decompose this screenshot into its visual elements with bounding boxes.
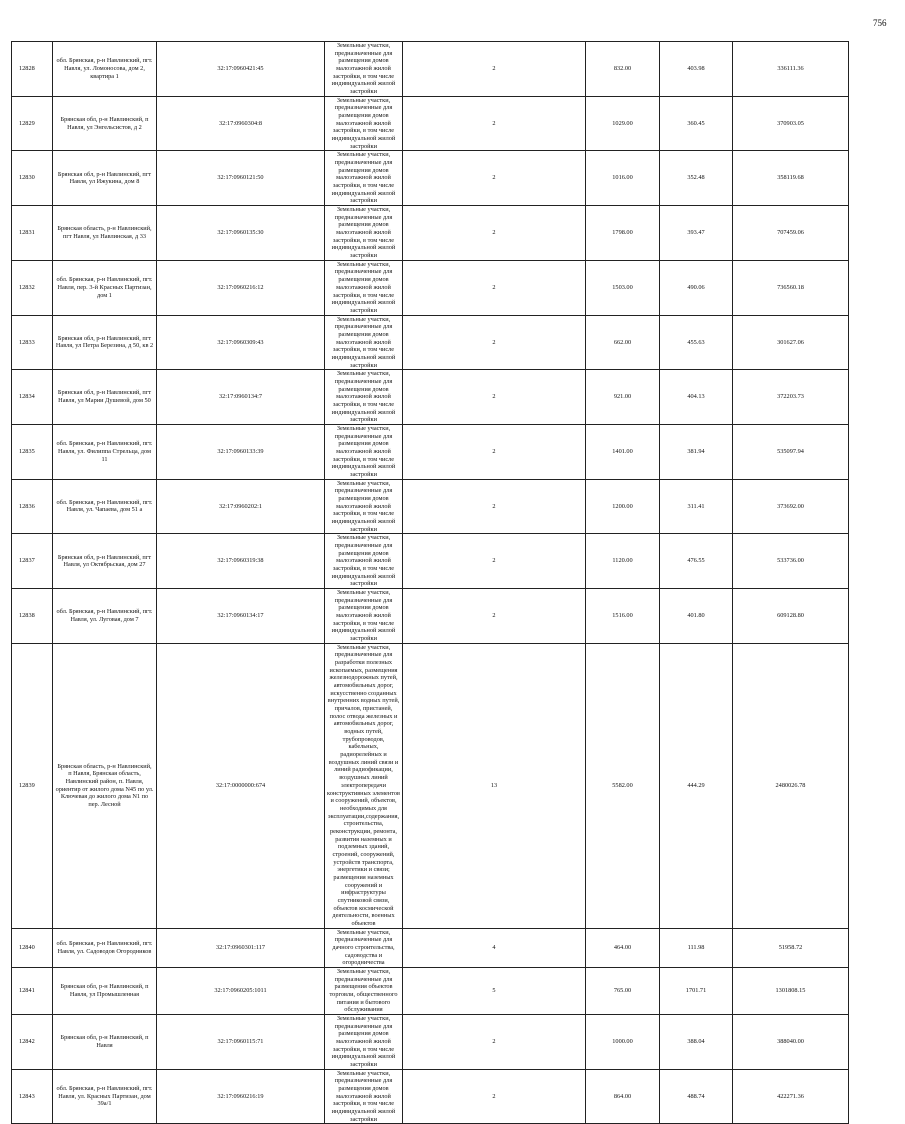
table-row	[12, 96, 849, 151]
table-row	[12, 967, 849, 1014]
land-use-cell: Земельные участки, предназначенные для размещения домов малоэтажной жилой застройки, в том числе индивидуальной жилой застройки	[325, 1014, 403, 1069]
specific-value-cell: 444.29	[660, 643, 733, 928]
group-number-cell: 2	[403, 96, 586, 151]
land-use-cell: Земельные участки, предназначенные для размещения домов малоэтажной жилой застройки, в том числе индивидуальной жилой застройки	[325, 42, 403, 97]
land-use-cell: Земельные участки, предназначенные для размещения домов малоэтажной жилой застройки, в том числе индивидуальной жилой застройки	[325, 534, 403, 589]
cadastral-number-cell: 32:17:0960216:12	[157, 260, 325, 315]
specific-value-cell: 455.63	[660, 315, 733, 370]
table-row	[12, 315, 849, 370]
cadastral-value-cell: 736560.18	[733, 260, 849, 315]
address-cell: Брянская обл, р-н Навлинский, пгт Навля, ул Петра Березина, д 50, кв 2	[53, 315, 157, 370]
group-number-cell: 4	[403, 928, 586, 967]
row-number: 12841	[12, 967, 53, 1014]
specific-value-cell: 381.94	[660, 424, 733, 479]
row-number: 12837	[12, 534, 53, 589]
land-use-cell: Земельные участки, предназначенные для размещения домов малоэтажной жилой застройки, в том числе индивидуальной жилой застройки	[325, 370, 403, 425]
land-use-cell: Земельные участки, предназначенные для разработки полезных ископаемых, размещения железнодорожных путей, автомобильных дорог, искусственно созданных внутренних водных путей, причалов, пристаней, полос отвода железных и автомобильных дорог, водных путей, трубопроводов, кабельных, радиорелейных и воздушных линий связи и линий радиофикации, воздушных линий электропередачи конструктивных элементов и сооружений, объектов, необходимых для эксплуатации,содержания, строительства, реконструкции, ремонта, развития наземных и подземных зданий, строений, сооружений, устройств транспорта, энергетики и связи; размещения наземных сооружений и инфраструктуры спутниковой связи, объектов космической деятельности, военных объектов	[325, 643, 403, 928]
address-cell: Брянская обл, р-н Навлинский, п Навля, ул Промышленная	[53, 967, 157, 1014]
land-use-cell: Земельные участки, предназначенные для размещения домов малоэтажной жилой застройки, в том числе индивидуальной жилой застройки	[325, 96, 403, 151]
specific-value-cell: 404.13	[660, 370, 733, 425]
specific-value-cell: 360.45	[660, 96, 733, 151]
specific-value-cell: 111.98	[660, 928, 733, 967]
area-cell: 1401.00	[586, 424, 660, 479]
table-row	[12, 928, 849, 967]
row-number: 12833	[12, 315, 53, 370]
cadastral-value-cell: 370903.05	[733, 96, 849, 151]
cadastral-number-cell: 32:17:0960135:30	[157, 206, 325, 261]
table-row	[12, 589, 849, 644]
area-cell: 1200.00	[586, 479, 660, 534]
area-cell: 662.00	[586, 315, 660, 370]
group-number-cell: 2	[403, 151, 586, 206]
land-use-cell: Земельные участки, предназначенные для размещения домов малоэтажной жилой застройки, в том числе индивидуальной жилой застройки	[325, 1069, 403, 1124]
table-row	[12, 370, 849, 425]
cadastral-number-cell: 32:17:0000000:674	[157, 643, 325, 928]
specific-value-cell: 476.55	[660, 534, 733, 589]
cadastral-number-cell: 32:17:0960309:43	[157, 315, 325, 370]
group-number-cell: 2	[403, 260, 586, 315]
specific-value-cell: 311.41	[660, 479, 733, 534]
cadastral-value-cell: 2480026.78	[733, 643, 849, 928]
cadastral-number-cell: 32:17:0960134:17	[157, 589, 325, 644]
cadastral-value-cell: 301627.06	[733, 315, 849, 370]
area-cell: 1798.00	[586, 206, 660, 261]
cadastral-value-cell: 358119.68	[733, 151, 849, 206]
table-row	[12, 534, 849, 589]
page-number: 756	[873, 18, 887, 28]
address-cell: Брянская обл, р-н Навлинский, п Навля	[53, 1014, 157, 1069]
cadastral-value-cell: 51958.72	[733, 928, 849, 967]
group-number-cell: 2	[403, 1069, 586, 1124]
area-cell: 5582.00	[586, 643, 660, 928]
row-number: 12842	[12, 1014, 53, 1069]
row-number: 12843	[12, 1069, 53, 1124]
table-row	[12, 260, 849, 315]
row-number: 12828	[12, 42, 53, 97]
area-cell: 1120.00	[586, 534, 660, 589]
address-cell: Брянская обл, р-н Навлинский, п Навля, ул Энгельсистов, д 2	[53, 96, 157, 151]
area-cell: 464.00	[586, 928, 660, 967]
address-cell: обл. Брянская, р-н Навлинский, пгт. Навля, пер. 3-й Красных Партизан, дом 1	[53, 260, 157, 315]
table-row	[12, 424, 849, 479]
group-number-cell: 2	[403, 42, 586, 97]
address-cell: обл. Брянская, р-н Навлинский, пгт. Навля, ул. Красных Партизан, дом 39а/1	[53, 1069, 157, 1124]
table-row	[12, 643, 849, 928]
area-cell: 1000.00	[586, 1014, 660, 1069]
specific-value-cell: 490.06	[660, 260, 733, 315]
cadastral-value-cell: 707459.06	[733, 206, 849, 261]
cadastral-number-cell: 32:17:0960216:19	[157, 1069, 325, 1124]
cadastral-value-cell: 1301808.15	[733, 967, 849, 1014]
land-use-cell: Земельные участки, предназначенные для размещения домов малоэтажной жилой застройки, в том числе индивидуальной жилой застройки	[325, 151, 403, 206]
row-number: 12839	[12, 643, 53, 928]
cadastral-value-table	[11, 41, 849, 1124]
cadastral-number-cell: 32:17:0960133:39	[157, 424, 325, 479]
cadastral-number-cell: 32:17:0960319:38	[157, 534, 325, 589]
table-row	[12, 1069, 849, 1124]
address-cell: Брянская обл, р-н Навлинский, пгт Навля, ул Ижукина, дом 8	[53, 151, 157, 206]
row-number: 12830	[12, 151, 53, 206]
group-number-cell: 2	[403, 479, 586, 534]
group-number-cell: 2	[403, 589, 586, 644]
row-number: 12838	[12, 589, 53, 644]
address-cell: обл. Брянская, р-н Навлинский, пгт. Навля, ул. Луговая, дом 7	[53, 589, 157, 644]
area-cell: 864.00	[586, 1069, 660, 1124]
cadastral-number-cell: 32:17:0960202:1	[157, 479, 325, 534]
address-cell: обл. Брянская, р-н Навлинский, пгт. Навля, ул. Ломоносова, дом 2, квартира 1	[53, 42, 157, 97]
land-use-cell: Земельные участки, предназначенные для размещения домов малоэтажной жилой застройки, в том числе индивидуальной жилой застройки	[325, 424, 403, 479]
address-cell: Брянская область, р-н Навлинский, пгт Навля, ул Навлинская, д 33	[53, 206, 157, 261]
area-cell: 921.00	[586, 370, 660, 425]
cadastral-value-cell: 373692.00	[733, 479, 849, 534]
specific-value-cell: 352.48	[660, 151, 733, 206]
cadastral-number-cell: 32:17:0960421:45	[157, 42, 325, 97]
cadastral-value-cell: 609128.80	[733, 589, 849, 644]
cadastral-value-cell: 422271.36	[733, 1069, 849, 1124]
table-row	[12, 42, 849, 97]
cadastral-value-cell: 535097.94	[733, 424, 849, 479]
group-number-cell: 5	[403, 967, 586, 1014]
cadastral-number-cell: 32:17:0960205:1011	[157, 967, 325, 1014]
row-number: 12835	[12, 424, 53, 479]
specific-value-cell: 393.47	[660, 206, 733, 261]
table-row	[12, 479, 849, 534]
cadastral-number-cell: 32:17:0960115:71	[157, 1014, 325, 1069]
group-number-cell: 2	[403, 370, 586, 425]
cadastral-value-cell: 372203.73	[733, 370, 849, 425]
area-cell: 765.00	[586, 967, 660, 1014]
area-cell: 1503.00	[586, 260, 660, 315]
table-row	[12, 206, 849, 261]
row-number: 12834	[12, 370, 53, 425]
land-use-cell: Земельные участки, предназначенные для размещения домов малоэтажной жилой застройки, в том числе индивидуальной жилой застройки	[325, 260, 403, 315]
address-cell: обл. Брянская, р-н Навлинский, пгт. Навля, ул. Филиппа Стрельца, дом 11	[53, 424, 157, 479]
specific-value-cell: 1701.71	[660, 967, 733, 1014]
land-use-cell: Земельные участки, предназначенные для размещения домов малоэтажной жилой застройки, в том числе индивидуальной жилой застройки	[325, 589, 403, 644]
row-number: 12836	[12, 479, 53, 534]
row-number: 12831	[12, 206, 53, 261]
area-cell: 832.00	[586, 42, 660, 97]
cadastral-number-cell: 32:17:0960301:117	[157, 928, 325, 967]
group-number-cell: 13	[403, 643, 586, 928]
group-number-cell: 2	[403, 1014, 586, 1069]
specific-value-cell: 488.74	[660, 1069, 733, 1124]
specific-value-cell: 388.04	[660, 1014, 733, 1069]
specific-value-cell: 401.80	[660, 589, 733, 644]
table-row	[12, 151, 849, 206]
land-use-cell: Земельные участки, предназначенные для размещения домов малоэтажной жилой застройки, в том числе индивидуальной жилой застройки	[325, 479, 403, 534]
row-number: 12832	[12, 260, 53, 315]
table-row	[12, 1014, 849, 1069]
group-number-cell: 2	[403, 534, 586, 589]
cadastral-value-cell: 336111.36	[733, 42, 849, 97]
group-number-cell: 2	[403, 315, 586, 370]
cadastral-value-cell: 388040.00	[733, 1014, 849, 1069]
address-cell: Брянская обл, р-н Навлинский, пгт Навля, ул Октябрьская, дом 27	[53, 534, 157, 589]
address-cell: обл. Брянская, р-н Навлинский, пгт. Навля, ул. Садоводов Огородников	[53, 928, 157, 967]
land-use-cell: Земельные участки, предназначенные для дачного строительства, садоводства и огородничества	[325, 928, 403, 967]
address-cell: обл. Брянская, р-н Навлинский, пгт. Навля, ул. Чапаева, дом 51 а	[53, 479, 157, 534]
cadastral-number-cell: 32:17:0960121:50	[157, 151, 325, 206]
land-use-cell: Земельные участки, предназначенные для размещения домов малоэтажной жилой застройки, в том числе индивидуальной жилой застройки	[325, 206, 403, 261]
land-use-cell: Земельные участки, предназначенные для размещения объектов торговли, общественного питания и бытового обслуживания	[325, 967, 403, 1014]
cadastral-number-cell: 32:17:0960304:8	[157, 96, 325, 151]
area-cell: 1016.00	[586, 151, 660, 206]
group-number-cell: 2	[403, 424, 586, 479]
area-cell: 1516.00	[586, 589, 660, 644]
address-cell: Брянская обл, р-н Навлинский, пгт Навля, ул Марии Душевой, дом 50	[53, 370, 157, 425]
table-body	[12, 42, 849, 1124]
land-use-cell: Земельные участки, предназначенные для размещения домов малоэтажной жилой застройки, в том числе индивидуальной жилой застройки	[325, 315, 403, 370]
address-cell: Брянская область, р-н Навлинский, п Навля, Брянская область, Навлинский район, п. Навля, ориентир от жилого дома N45 по ул. Ключевая до жилого дома N1 по пер. Лесной	[53, 643, 157, 928]
group-number-cell: 2	[403, 206, 586, 261]
cadastral-number-cell: 32:17:0960134:7	[157, 370, 325, 425]
row-number: 12829	[12, 96, 53, 151]
specific-value-cell: 403.98	[660, 42, 733, 97]
cadastral-value-cell: 533736.00	[733, 534, 849, 589]
row-number: 12840	[12, 928, 53, 967]
area-cell: 1029.00	[586, 96, 660, 151]
